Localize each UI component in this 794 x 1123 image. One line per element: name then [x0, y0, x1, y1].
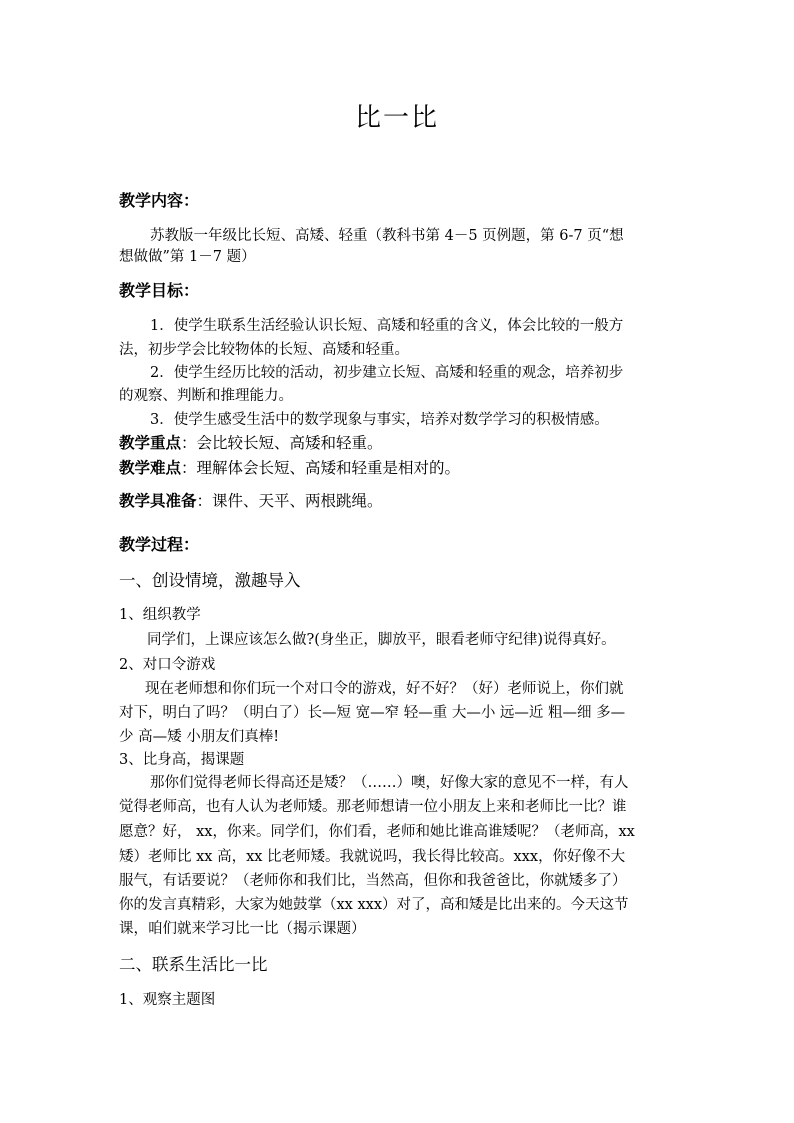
difficulty-label: 教学难点: [119, 458, 182, 477]
goal-line: 3．使学生感受生活中的数学现象与事实，培养对数学学习的积极情感。: [150, 412, 609, 428]
goal-line: 2．使学生经历比较的活动，初步建立长短、高矮和轻重的观念，培养初步: [150, 365, 624, 381]
item-heading: 2、对口令游戏: [119, 657, 216, 673]
goals-heading: 教学目标：: [119, 281, 200, 300]
section-heading: 一、创设情境，激趣导入: [119, 571, 301, 590]
item-line: 课，咱们就来学习比一比（揭示课题）: [119, 921, 366, 937]
key-point-text: ：会比较长短、高矮和轻重。: [181, 434, 383, 452]
section-heading: 二、联系生活比一比: [119, 955, 268, 974]
page-title: 比一比: [354, 103, 439, 133]
materials-label: 教学具准备: [119, 491, 197, 510]
item-line: 服气，有话要说？（老师你和我们比，当然高，但你和我爸爸比，你就矮多了）: [119, 873, 627, 889]
item-heading: 3、比身高，揭课题: [119, 752, 245, 768]
item-line: 那你们觉得老师长得高还是矮？（……）噢，好像大家的意见不一样，有人: [150, 775, 629, 791]
item-heading: 1、组织教学: [119, 607, 201, 623]
item-line: 矮）老师比 xx 高，xx 比老师矮。我就说吗，我长得比较高。xxx，你好像不大: [119, 849, 626, 865]
goal-line: 1．使学生联系生活经验认识长短、高矮和轻重的含义，体会比较的一般方: [150, 318, 624, 334]
process-heading: 教学过程：: [119, 535, 200, 554]
goal-line: 法，初步学会比较物体的长短、高矮和轻重。: [119, 342, 409, 358]
materials-text: ：课件、天平、两根跳绳。: [196, 492, 383, 510]
materials: [119, 491, 679, 511]
content-line: 苏教版一年级比长短、高矮、轻重（教科书第 4－5 页例题，第 6-7 页“想: [150, 228, 624, 244]
content-line: 想做做”第 1－7 题）: [119, 249, 256, 265]
key-point-label: 教学重点: [119, 433, 182, 452]
difficulty: [119, 458, 679, 478]
content-heading: 教学内容：: [119, 191, 200, 210]
item-heading: 1、观察主题图: [119, 992, 216, 1008]
difficulty-text: ：理解体会长短、高矮和轻重是相对的。: [181, 459, 461, 477]
item-line: 愿意？好， xx，你来。同学们，你们看，老师和她比谁高谁矮呢？（老师高，xx: [119, 824, 635, 840]
item-line: 觉得老师高，也有人认为老师矮。那老师想请一位小朋友上来和老师比一比？谁: [119, 799, 627, 815]
item-line: 同学们，上课应该怎么做?(身坐正，脚放平，眼看老师守纪律)说得真好。: [147, 632, 616, 648]
goal-line: 的观察、判断和推理能力。: [119, 388, 293, 404]
item-line: 现在老师想和你们玩一个对口令的游戏，好不好？（好）老师说上，你们就: [145, 681, 624, 697]
key-point: [119, 433, 679, 453]
item-line: 少 高—矮 小朋友们真棒!: [119, 729, 280, 745]
item-line: 对下，明白了吗？（明白了）长—短 宽—窄 轻—重 大—小 远—近 粗—细 多—: [119, 705, 626, 721]
item-line: 你的发言真精彩，大家为她鼓掌（xx xxx）对了，高和矮是比出来的。今天这节: [119, 897, 629, 913]
